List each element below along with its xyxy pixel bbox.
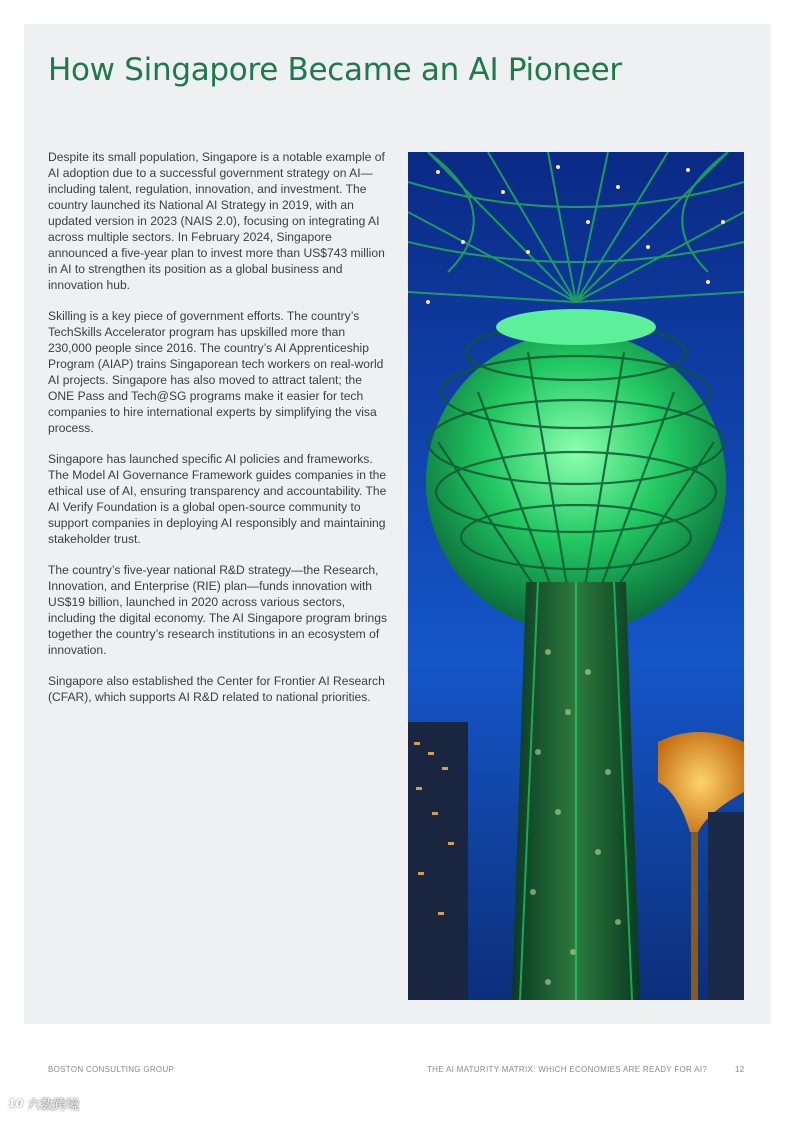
supertree-photo <box>408 152 744 1000</box>
page-title: How Singapore Became an AI Pioneer <box>48 52 622 88</box>
article-body <box>48 149 388 720</box>
paragraph-4: The country’s five-year national R&D strategy—the Research, Innovation, and Enterprise (RIE) plan—funds innovation with US$19 billion, launched in 2020 across various sectors, including the digital economy. The AI Singapore program brings together the country’s research institutions in an ecosystem of innovation. <box>48 563 388 657</box>
paragraph-1: Despite its small population, Singapore is a notable example of AI adoption due to a successful government strategy on AI—including talent, regulation, innovation, and investment. The country launched its National AI Strategy in 2019, with an updated version in 2023 (NAIS 2.0), focusing on integrating AI across multiple sectors. In February 2024, Singapore announced a five-year plan to invest more than US$743 million in AI to strengthen its position as a global business and innovation hub. <box>48 150 385 292</box>
footer-report-title: THE AI MATURITY MATRIX: WHICH ECONOMIES ARE READY FOR AI? <box>427 1065 708 1074</box>
footer-publisher: BOSTON CONSULTING GROUP <box>48 1065 175 1074</box>
watermark-logo: 10 <box>8 1097 24 1110</box>
watermark-text: 六数跨境 <box>27 1098 80 1113</box>
watermark <box>8 1094 79 1113</box>
paragraph-2: Skilling is a key piece of government efforts. The country’s TechSkills Accelerator program has upskilled more than 230,000 people since 2016. The country’s AI Apprenticeship Program (AIAP) trains Singaporean tech workers on real-world AI projects. Singapore has also moved to attract talent; the ONE Pass and Tech@SG programs make it easier for tech companies to hire international experts by simplifying the visa process. <box>48 309 384 435</box>
paragraph-3: Singapore has launched specific AI policies and frameworks. The Model AI Governance Framework guides companies in the ethical use of AI, ensuring transparency and accountability. The AI Verify Foundation is a global open-source community to support companies in deploying AI responsibly and maintaining stakeholder trust. <box>48 452 387 546</box>
paragraph-5: Singapore also established the Center for Frontier AI Research (CFAR), which supports AI R&D related to national priorities. <box>48 674 385 704</box>
page-number: 12 <box>735 1065 745 1074</box>
